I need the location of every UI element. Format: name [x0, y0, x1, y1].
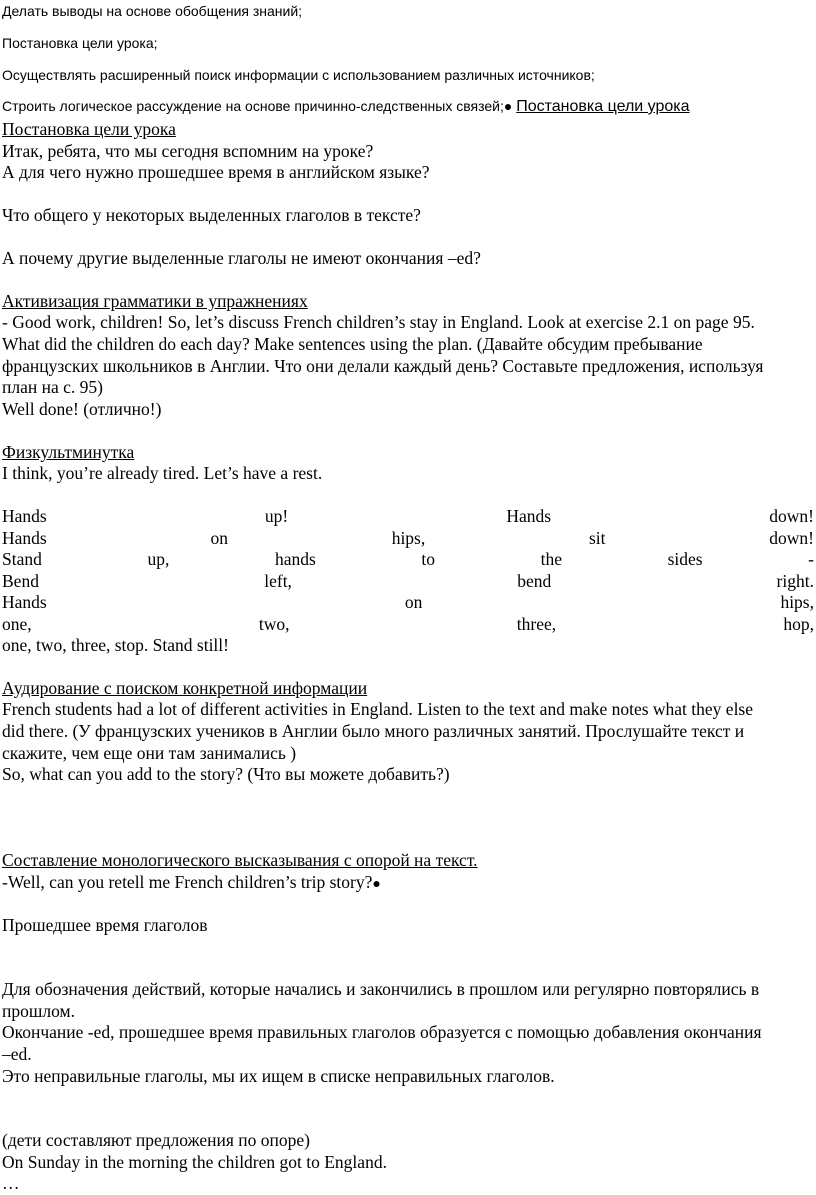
- goal-line-2: А для чего нужно прошедшее время в английском языке?: [2, 162, 430, 182]
- section-heading-exercise: Физкультминутка: [2, 442, 135, 462]
- grammar-line-5: Well done! (отлично!): [2, 399, 162, 419]
- listening-line-2: did there. (У французских учеников в Англии было много различных занятий. Прослушайте текст и: [2, 721, 745, 741]
- rhyme-word: one,: [2, 614, 32, 634]
- rhyme-word: two,: [258, 614, 290, 634]
- objective-4-row: [2, 99, 814, 115]
- rhyme-word: on: [210, 528, 228, 548]
- rhyme-word: three,: [516, 614, 557, 634]
- rhyme-row-1: [2, 508, 814, 526]
- listening-line-4: So, what can you add to the story? (Что вы можете добавить?): [2, 764, 450, 784]
- grammar-line-2: What did the children do each day? Make sentences using the plan. (Давайте обсудим пребывание: [2, 334, 703, 354]
- past-tense-line-7: On Sunday in the morning the children got to England.: [2, 1152, 387, 1172]
- rhyme-word: down!: [769, 506, 814, 526]
- rhyme-word: on: [404, 592, 423, 612]
- rhyme-word: up,: [147, 549, 170, 569]
- section-heading-listening: Аудирование с поиском конкретной информации: [2, 678, 368, 698]
- past-tense-line-3: Окончание -ed, прошедшее время правильных глаголов образуется с помощью добавления окончания: [2, 1022, 762, 1042]
- grammar-line-1: - Good work, children! So, let’s discuss French children’s stay in England. Look at exercise 2.1 on page 95.: [2, 312, 755, 332]
- bullet-icon: ●: [372, 877, 381, 892]
- goal-line-3: Что общего у некоторых выделенных глаголов в тексте?: [2, 205, 421, 225]
- goal-line-4: А почему другие выделенные глаголы не имеют окончания –ed?: [2, 248, 481, 268]
- section-heading-goal: Постановка цели урока: [2, 119, 176, 139]
- past-tense-line-4: –ed.: [2, 1044, 32, 1064]
- rhyme-word: Hands: [2, 592, 47, 612]
- rhyme-row-5: [2, 594, 814, 612]
- rhyme-word: Hands: [2, 528, 47, 548]
- rhyme-word: hop,: [783, 614, 814, 634]
- rhyme-word: down!: [769, 528, 814, 548]
- past-tense-title: Прошедшее время глаголов: [2, 915, 208, 935]
- rhyme-word: to: [421, 549, 435, 569]
- rhyme-word: hips,: [391, 528, 426, 548]
- objective-1: Делать выводы на основе обобщения знаний;: [2, 3, 303, 19]
- rhyme-word: the: [540, 549, 562, 569]
- rhyme-row-3: [2, 551, 814, 569]
- goal-line-1: Итак, ребята, что мы сегодня вспомним на уроке?: [2, 141, 374, 161]
- rhyme-word: Bend: [2, 571, 39, 591]
- past-tense-line-1: Для обозначения действий, которые начались и закончились в прошлом или регулярно повторялись в: [2, 979, 760, 999]
- rhyme-word: Hands: [2, 506, 47, 526]
- rhyme-word: hands: [274, 549, 316, 569]
- objective-4: Строить логическое рассуждение на основе причинно-следственных связей;: [2, 98, 504, 114]
- rhyme-word: hips,: [780, 592, 814, 612]
- rhyme-word: left,: [264, 571, 292, 591]
- grammar-line-4: план на с. 95): [2, 377, 103, 397]
- grammar-line-3: французских школьников в Англии. Что они делали каждый день? Составьте предложения, используя: [2, 356, 764, 376]
- monologue-line: -Well, can you retell me French children’s trip story?: [2, 872, 373, 892]
- rhyme-row-6: [2, 616, 814, 634]
- past-tense-line-6: (дети составляют предложения по опоре): [2, 1130, 311, 1150]
- objective-3: Осуществлять расширенный поиск информации с использованием различных источников;: [2, 67, 595, 83]
- rhyme-word: up!: [264, 506, 289, 526]
- bullet-icon: ●: [503, 98, 513, 114]
- rhyme-word: Hands: [506, 506, 552, 526]
- objective-2: Постановка цели урока;: [2, 35, 158, 51]
- monologue-row: [2, 874, 814, 892]
- rhyme-word: sit: [588, 528, 606, 548]
- rhyme-word: -: [808, 549, 814, 569]
- section-heading-grammar: Активизация грамматики в упражнениях: [2, 291, 308, 311]
- rhyme-last: one, two, three, stop. Stand still!: [2, 635, 229, 655]
- rhyme-word: sides: [667, 549, 703, 569]
- past-tense-line-5: Это неправильные глаголы, мы их ищем в списке неправильных глаголов.: [2, 1066, 555, 1086]
- rhyme-word: bend: [517, 571, 552, 591]
- inline-heading: Постановка цели урока: [516, 98, 690, 115]
- rhyme-row-4: [2, 573, 814, 591]
- rhyme-word: right.: [776, 571, 814, 591]
- section-heading-monologue: Составление монологического высказывания с опорой на текст.: [2, 850, 478, 870]
- listening-line-3: скажите, чем еще они там занимались ): [2, 743, 297, 763]
- exercise-intro: I think, you’re already tired. Let’s have a rest.: [2, 463, 323, 483]
- rhyme-row-2: [2, 530, 814, 548]
- past-tense-ellipsis: …: [2, 1173, 20, 1193]
- listening-line-1: French students had a lot of different activities in England. Listen to the text and make notes what they else: [2, 699, 754, 719]
- past-tense-line-2: прошлом.: [2, 1001, 75, 1021]
- rhyme-word: Stand: [2, 549, 42, 569]
